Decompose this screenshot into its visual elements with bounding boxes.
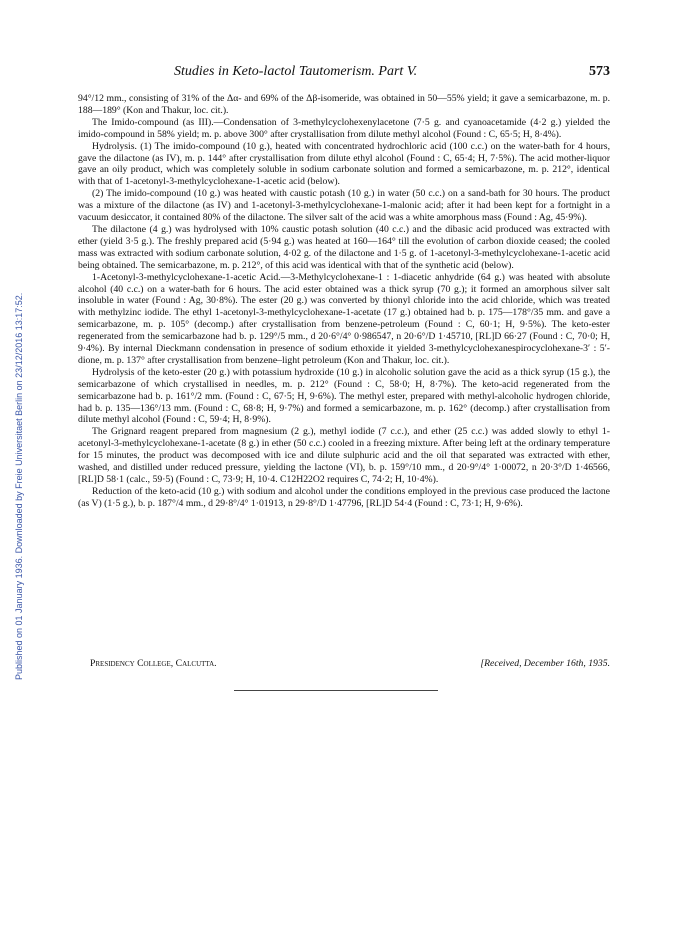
running-header: [78, 64, 610, 82]
running-title: Studies in Keto-lactol Tautomerism. Part V.: [174, 64, 418, 79]
received-date: [Received, December 16th, 1935.: [480, 658, 610, 669]
paragraph: Reduction of the keto-acid (10 g.) with sodium and alcohol under the conditions employed in the previous case produced the lactone (as V) (1·5 g.), b. p. 187°/4 mm., d 29·8°/4° 1·01913, n 29·8°/D 1·47796, [RL]D 54·4 (Found : C, 73·1; H, 9·6%).: [78, 485, 610, 509]
paragraph: The Imido-compound (as III).—Condensation of 3-methylcyclohexenylacetone (7·5 g. and cyanoacetamide (4·2 g.) yielded the imido-compound in 58% yield; m. p. above 300° after crystallisation from dilute methyl alcohol (Found : C, 65·5; H, 8·4%).: [78, 116, 610, 140]
article-body: [78, 93, 610, 510]
page-number: 573: [589, 64, 610, 79]
paragraph: 94°/12 mm., consisting of 31% of the Δα- and 69% of the Δβ-isomeride, was obtained in 50—55% yield; it gave a semicarbazone, m. p. 188—189° (Kon and Thakur, loc. cit.).: [78, 93, 610, 116]
end-rule: [234, 690, 438, 691]
paragraph: 1-Acetonyl-3-methylcyclohexane-1-acetic Acid.—3-Methylcyclohexane-1 : 1-diacetic anhydride (64 g.) was heated with absolute alcohol (40 c.c.) on a water-bath for 6 hours. The acid ester obtained was a thick syrup (70 g.); it formed an amorphous silver salt insoluble in water (Found : Ag, 30·8%). The ester (20 g.) was converted by thionyl chloride into the acid chloride, which was treated with methylzinc iodide. The ethyl 1-acetonyl-3-methylcyclohexane-1-acetate (17 g.) obtained had b. p. 175—178°/35 mm. and gave a semicarbazone, m. p. 105° (decomp.) after crystallisation from benzene-petroleum (Found : C, 60·1; H, 9·5%). The keto-ester regenerated from the semicarbazone had b. p. 129°/5 mm., d 20·6°/4° 0·986547, n 20·6°/D 1·45710, [RL]D 66·27 (Found : C, 70·0; H, 9·4%). By internal Dieckmann condensation in presence of sodium ethoxide it yielded 3-methylcyclohexanespirocyclohexane-3′ : 5′-dione, m. p. 137° after crystallisation from benzene–light petroleum (Kon and Thakur, loc. cit.).: [78, 271, 610, 366]
paragraph: Hydrolysis. (1) The imido-compound (10 g.), heated with concentrated hydrochloric acid (100 c.c.) on the water-bath for 4 hours, gave the dilactone (as IV), m. p. 144° after crystallisation from dilute ethyl alcohol (Found : C, 65·4; H, 7·5%). The acid mother-liquor gave an oily product, which was completely soluble in sodium carbonate solution and formed a semicarbazone, m. p. 212°, identical with that of 1-acetonyl-3-methylcyclohexane-1-acetic acid (below).: [78, 140, 610, 188]
paragraph: The Grignard reagent prepared from magnesium (2 g.), methyl iodide (7 c.c.), and ether (25 c.c.) was added slowly to ethyl 1-acetonyl-3-methylcyclohexane-1-acetate (8 g.) in ether (50 c.c.) cooled in a freezing mixture. After being left at the ordinary temperature for 15 minutes, the product was decomposed with ice and dilute sulphuric acid and the oil that separated was extracted with ether, washed, and distilled under reduced pressure, yielding the lactone (VI), b. p. 159°/10 mm., d 20·9°/4° 1·00072, n 20·3°/D 1·46566, [RL]D 58·1 (calc., 59·5) (Found : C, 73·9; H, 10·4. C12H22O2 requires C, 74·2; H, 10·4%).: [78, 426, 610, 485]
paragraph: (2) The imido-compound (10 g.) was heated with caustic potash (10 g.) in water (50 c.c.) on a sand-bath for 30 hours. The product was a mixture of the dilactone (as IV) and 1-acetonyl-3-methylcyclohexane-1-malonic acid; after it had been kept for a fortnight in a vacuum desiccator, it contained 80% of the dilactone. The silver salt of the acid was a white amorphous mass (Found : Ag, 45·9%).: [78, 188, 610, 224]
article-footer: [90, 658, 610, 672]
paragraph: The dilactone (4 g.) was hydrolysed with 10% caustic potash solution (40 c.c.) and the dibasic acid produced was extracted with ether (yield 3·5 g.). The freshly prepared acid (5·94 g.) was heated at 160—164° till the evolution of carbon dioxide ceased; the cooled mass was extracted with sodium carbonate solution, 4·02 g. of the dilactone and 1·5 g. of 1-acetonyl-3-methylcyclohexane-1-acetic acid being obtained. The semicarbazone, m. p. 212°, of this acid was identical with that of the synthetic acid (below).: [78, 223, 610, 271]
author-affiliation: Presidency College, Calcutta.: [90, 658, 217, 669]
paragraph: Hydrolysis of the keto-ester (20 g.) with potassium hydroxide (10 g.) in alcoholic solution gave the acid as a thick syrup (15 g.), the semicarbazone of which crystallised in needles, m. p. 212° (Found : C, 58·0; H, 8·7%). The keto-acid regenerated from the semicarbazone had b. p. 161°/2 mm. (Found : C, 67·5; H, 9·6%). The methyl ester, prepared with methyl-alcoholic hydrogen chloride, had b. p. 135—136°/13 mm. (Found : C, 68·8; H, 9·7%) and formed a semicarbazone, m. p. 162° (decomp.) after crystallisation from dilute methyl alcohol (Found : C, 59·4; H, 8·9%).: [78, 366, 610, 426]
download-provenance-note: Published on 01 January 1936. Downloaded by Freie Universitaet Berlin on 23/12/2016 13:17:52.: [14, 292, 24, 680]
